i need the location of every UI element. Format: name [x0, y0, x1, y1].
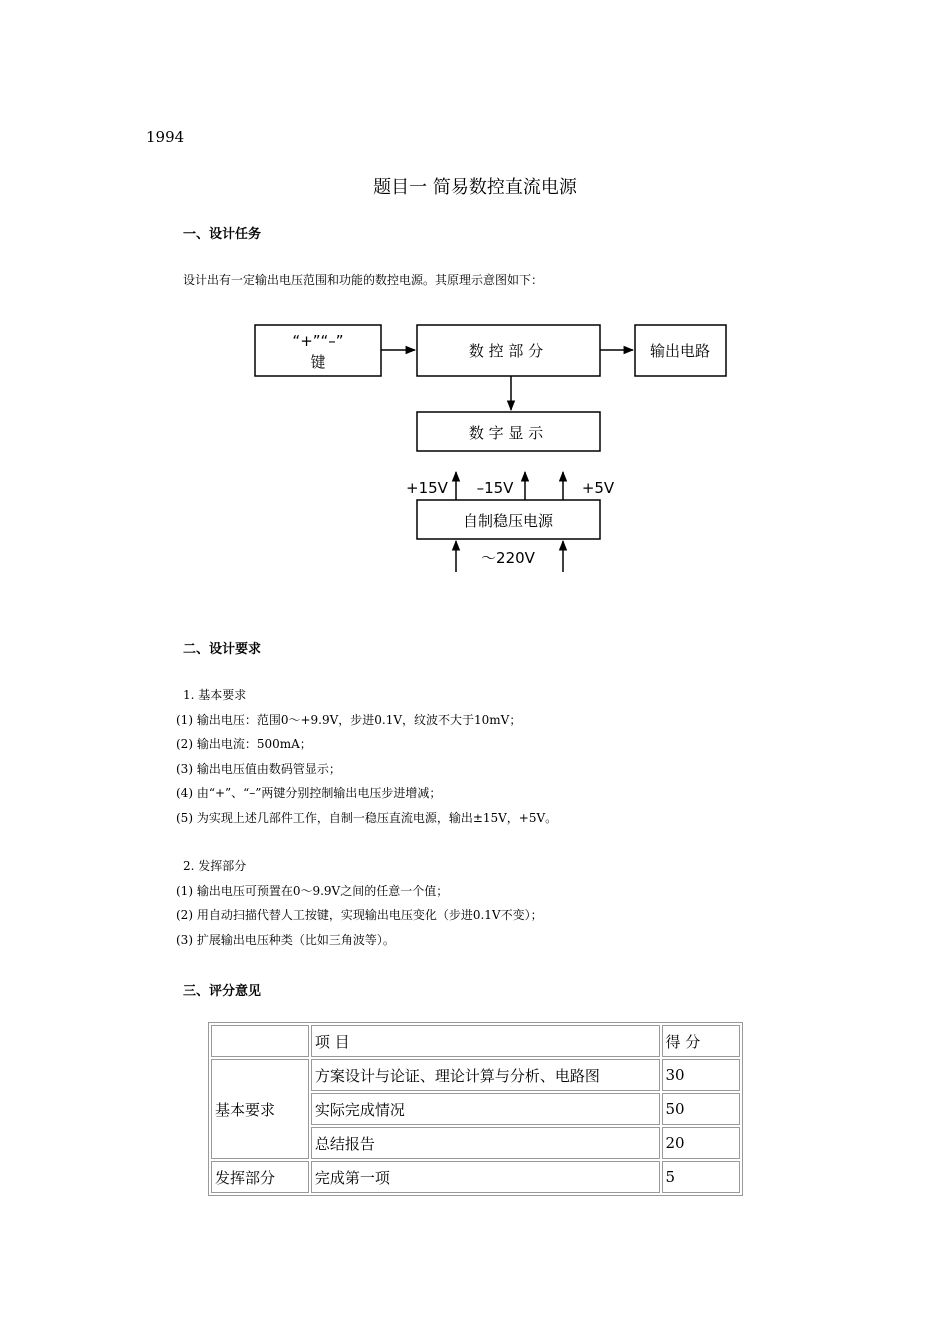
group-extra: 发挥部分 — [211, 1161, 309, 1193]
keys-label-top: “+”“–” — [292, 332, 344, 350]
basic-item: (4) 由“+”、“–”两键分别控制输出电压步进增减； — [176, 786, 442, 800]
section-heading-requirements: 二、设计要求 — [183, 642, 262, 657]
voltage-plus15-label: +15V — [406, 479, 448, 497]
requirements-list — [176, 683, 557, 952]
table-row — [211, 1059, 740, 1091]
digital-control-label: 数 控 部 分 — [468, 342, 544, 360]
basic-item: (2) 输出电流：500mA； — [176, 737, 312, 751]
table-row — [211, 1161, 740, 1193]
header-item: 项 目 — [311, 1025, 660, 1057]
task-description: 设计出有一定输出电压范围和功能的数控电源。其原理示意图如下： — [183, 273, 544, 287]
row-score: 5 — [662, 1161, 741, 1193]
score-table — [208, 1022, 743, 1196]
row-score: 50 — [662, 1093, 741, 1125]
extra-item: (3) 扩展输出电压种类（比如三角波等）。 — [176, 932, 395, 947]
digital-display-label: 数 字 显 示 — [468, 424, 544, 442]
extra-item: (1) 输出电压可预置在0～9.9V之间的任意一个值； — [176, 883, 449, 898]
basic-requirements-title: 1. 基本要求 — [183, 688, 247, 702]
table-row — [211, 1025, 740, 1057]
power-supply-label: 自制稳压电源 — [462, 512, 554, 530]
group-basic: 基本要求 — [211, 1059, 309, 1159]
row-score: 30 — [662, 1059, 741, 1091]
ac-input-label: ～220V — [481, 549, 535, 567]
row-item: 实际完成情况 — [311, 1093, 660, 1125]
extra-item: (2) 用自动扫描代替人工按键，实现输出电压变化（步进0.1V不变）； — [176, 908, 543, 922]
row-item: 完成第一项 — [311, 1161, 660, 1193]
extra-part-title: 2. 发挥部分 — [183, 859, 247, 873]
row-item: 总结报告 — [311, 1127, 660, 1159]
basic-item: (3) 输出电压值由数码管显示； — [176, 761, 341, 776]
page-title: 题目一 简易数控直流电源 — [373, 177, 577, 198]
year-label: 1994 — [146, 128, 185, 146]
voltage-minus15-label: –15V — [476, 479, 514, 497]
section-heading-task: 一、设计任务 — [183, 227, 262, 242]
section-heading-scoring: 三、评分意见 — [183, 984, 262, 999]
keys-label-bottom: 键 — [310, 353, 326, 371]
basic-item: (1) 输出电压：范围0～+9.9V，步进0.1V，纹波不大于10mV； — [176, 712, 522, 727]
basic-item: (5) 为实现上述几部件工作，自制一稳压直流电源，输出±15V，+5V。 — [176, 810, 558, 825]
header-score: 得 分 — [662, 1025, 741, 1057]
output-circuit-label: 输出电路 — [649, 342, 711, 360]
row-item: 方案设计与论证、理论计算与分析、电路图 — [311, 1059, 660, 1091]
voltage-plus5-label: +5V — [581, 479, 615, 497]
table-cell-empty — [211, 1025, 309, 1057]
row-score: 20 — [662, 1127, 741, 1159]
block-diagram — [0, 0, 950, 620]
